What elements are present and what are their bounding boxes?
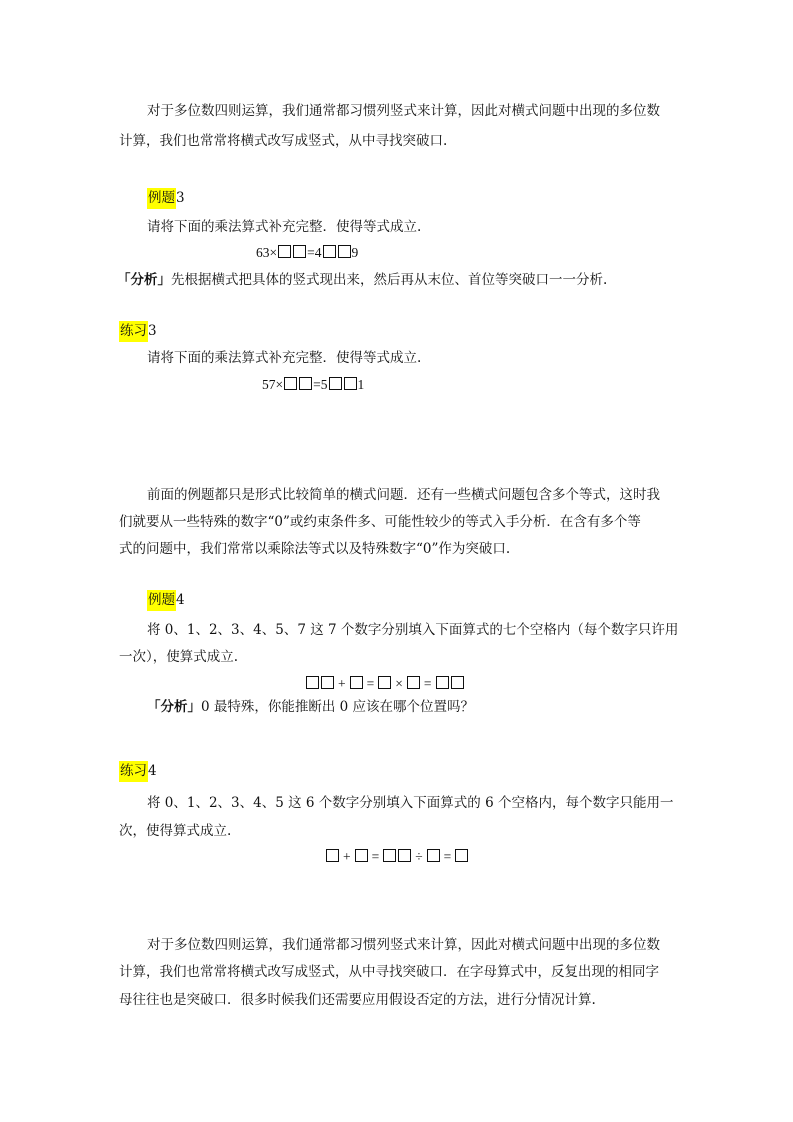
blank-box[interactable] bbox=[398, 849, 411, 862]
intro2-line3: 式的问题中，我们常常以乘除法等式以及特殊数字“0”作为突破口. bbox=[119, 541, 511, 557]
example4-line2: 一次），使算式成立. bbox=[119, 649, 239, 665]
intro3-line3: 母往往也是突破口．很多时候我们还需要应用假设否定的方法，进行分情况计算. bbox=[119, 992, 596, 1008]
eq3-part-a: 63× bbox=[256, 245, 278, 260]
example4-number: 4 bbox=[176, 592, 185, 608]
practice4-label: 练习 bbox=[119, 761, 148, 782]
intro3-line2: 计算，我们也常常将横式改写成竖式，从中寻找突破口．在字母算式中，反复出现的相同字 bbox=[119, 964, 659, 980]
example3-analysis bbox=[117, 271, 607, 289]
practice4-line2: 次，使得算式成立. bbox=[119, 823, 232, 839]
example4-label: 例题 bbox=[147, 590, 176, 611]
blank-box[interactable] bbox=[306, 676, 319, 689]
practice3-label: 练习 bbox=[119, 321, 148, 342]
eq3-part-c: 9 bbox=[351, 245, 359, 260]
blank-box[interactable] bbox=[299, 377, 312, 390]
equals-sign: = bbox=[423, 676, 432, 691]
blank-box[interactable] bbox=[350, 676, 363, 689]
example3-number: 3 bbox=[176, 190, 185, 206]
practice4-line1: 将 0、1、2、3、4、5 这 6 个数字分别填入下面算式的 6 个空格内，每个数字只能用一 bbox=[147, 795, 674, 811]
analysis-text: 先根据横式把具体的竖式现出来，然后再从末位、首位等突破口一一分析. bbox=[171, 272, 608, 288]
analysis-label: 「分析」 bbox=[147, 699, 201, 715]
intro1-line2: 计算，我们也常常将横式改写成竖式，从中寻找突破口. bbox=[119, 133, 448, 149]
analysis-text: 0 最特殊，你能推断出 0 应该在哪个位置吗？ bbox=[201, 699, 475, 715]
times-sign: × bbox=[395, 676, 403, 691]
blank-box[interactable] bbox=[329, 377, 342, 390]
practice3-number: 3 bbox=[148, 323, 157, 339]
analysis-label: 「分析」 bbox=[117, 272, 171, 288]
plus-sign: + bbox=[338, 676, 346, 691]
example4-analysis bbox=[147, 698, 474, 716]
example3-label: 例题 bbox=[147, 188, 176, 209]
eq3p-part-c: 1 bbox=[357, 377, 365, 392]
example4-line1: 将 0、1、2、3、4、5、7 这 7 个数字分别填入下面算式的七个空格内（每个数字只许用 bbox=[147, 622, 679, 638]
blank-box[interactable] bbox=[355, 849, 368, 862]
intro2-line2: 们就要从一些特殊的数字“0”或约束条件多、可能性较少的等式入手分析．在含有多个等 bbox=[119, 514, 641, 530]
intro1-line1: 对于多位数四则运算，我们通常都习惯列竖式来计算，因此对横式问题中出现的多位数 bbox=[147, 103, 660, 119]
practice4-equation bbox=[325, 848, 469, 866]
blank-box[interactable] bbox=[407, 676, 420, 689]
plus-sign: + bbox=[343, 849, 351, 864]
blank-box[interactable] bbox=[427, 849, 440, 862]
practice4-heading bbox=[119, 762, 157, 780]
blank-box[interactable] bbox=[338, 245, 351, 258]
blank-box[interactable] bbox=[383, 849, 396, 862]
eq3-part-b: =4 bbox=[307, 245, 322, 260]
example4-equation bbox=[305, 675, 465, 693]
equals-sign: = bbox=[366, 676, 375, 691]
practice3-heading bbox=[119, 322, 157, 340]
blank-box[interactable] bbox=[293, 245, 306, 258]
divide-sign: ÷ bbox=[415, 849, 423, 864]
practice3-equation bbox=[262, 376, 364, 394]
example4-heading bbox=[147, 591, 185, 609]
example3-text: 请将下面的乘法算式补充完整．使得等式成立. bbox=[147, 219, 422, 235]
eq3p-part-b: =5 bbox=[313, 377, 328, 392]
practice4-number: 4 bbox=[148, 763, 157, 779]
blank-box[interactable] bbox=[321, 676, 334, 689]
example3-equation bbox=[256, 244, 358, 262]
blank-box[interactable] bbox=[326, 849, 339, 862]
example3-heading bbox=[147, 189, 185, 207]
blank-box[interactable] bbox=[278, 245, 291, 258]
intro3-line1: 对于多位数四则运算，我们通常都习惯列竖式来计算，因此对横式问题中出现的多位数 bbox=[147, 937, 660, 953]
practice3-text: 请将下面的乘法算式补充完整．使得等式成立. bbox=[147, 350, 422, 366]
intro2-line1: 前面的例题都只是形式比较简单的横式问题．还有一些横式问题包含多个等式，这时我 bbox=[147, 487, 660, 503]
blank-box[interactable] bbox=[344, 377, 357, 390]
blank-box[interactable] bbox=[378, 676, 391, 689]
blank-box[interactable] bbox=[284, 377, 297, 390]
equals-sign: = bbox=[443, 849, 452, 864]
blank-box[interactable] bbox=[455, 849, 468, 862]
eq3p-part-a: 57× bbox=[262, 377, 284, 392]
blank-box[interactable] bbox=[436, 676, 449, 689]
blank-box[interactable] bbox=[451, 676, 464, 689]
equals-sign: = bbox=[371, 849, 380, 864]
blank-box[interactable] bbox=[323, 245, 336, 258]
